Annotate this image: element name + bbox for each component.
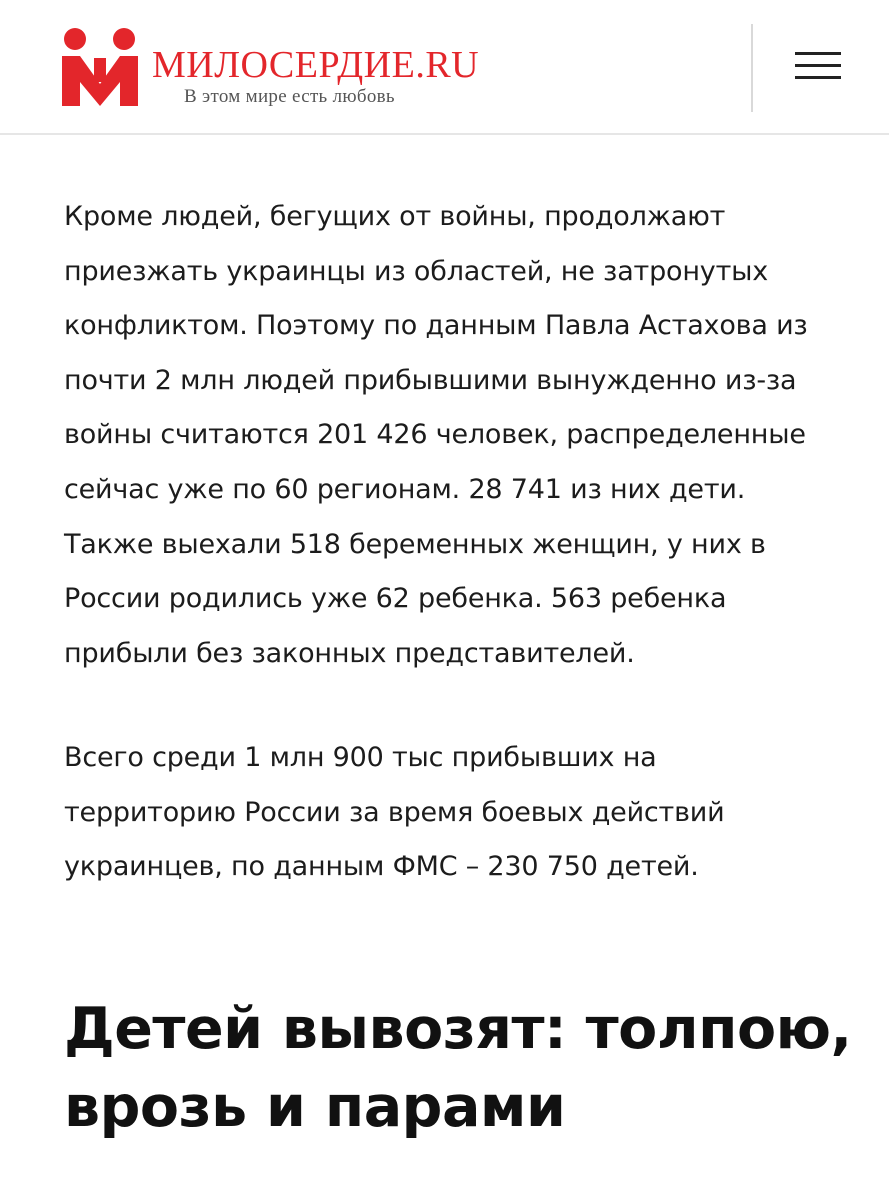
hamburger-menu-icon-bar: [795, 76, 841, 79]
paragraph-line: России родились уже 62 ребенка. 563 ребенка: [64, 583, 727, 615]
paragraph-line: приезжать украинцы из областей, не затронутых: [64, 255, 768, 287]
section-heading: [64, 990, 852, 1146]
menu-button[interactable]: [783, 38, 853, 94]
logo-title: МИЛОСЕРДИЕ.RU: [152, 44, 480, 86]
heading-line: врозь и парами: [64, 1074, 566, 1140]
article-paragraph: [64, 190, 808, 681]
paragraph-line: Кроме людей, бегущих от войны, продолжают: [64, 201, 726, 232]
paragraph-line: прибыли без законных представителей.: [64, 637, 635, 669]
header-divider: [751, 24, 753, 112]
article-paragraph: [64, 731, 725, 895]
paragraph-line: Также выехали 518 беременных женщин, у них в: [64, 528, 766, 560]
site-header: [0, 0, 889, 135]
site-logo-link[interactable]: [60, 26, 520, 112]
paragraph-line: территорию России за время боевых действий: [64, 796, 725, 828]
paragraph-line: войны считаются 201 426 человек, распределенные: [64, 419, 806, 451]
hamburger-menu-icon-bar: [795, 64, 841, 67]
hamburger-menu-icon: [795, 52, 841, 55]
paragraph-line: почти 2 млн людей прибывшими вынужденно из-за: [64, 364, 797, 396]
heading-line: Детей вывозят: толпою,: [64, 996, 852, 1062]
logo-tagline: В этом мире есть любовь: [184, 86, 395, 107]
paragraph-line: сейчас уже по 60 регионам. 28 741 из них дети.: [64, 473, 746, 505]
logo-mark-icon: [60, 26, 140, 106]
paragraph-line: Всего среди 1 млн 900 тыс прибывших на: [64, 742, 657, 773]
paragraph-line: украинцев, по данным ФМС – 230 750 детей.: [64, 851, 699, 883]
paragraph-line: конфликтом. Поэтому по данным Павла Астахова из: [64, 310, 808, 342]
